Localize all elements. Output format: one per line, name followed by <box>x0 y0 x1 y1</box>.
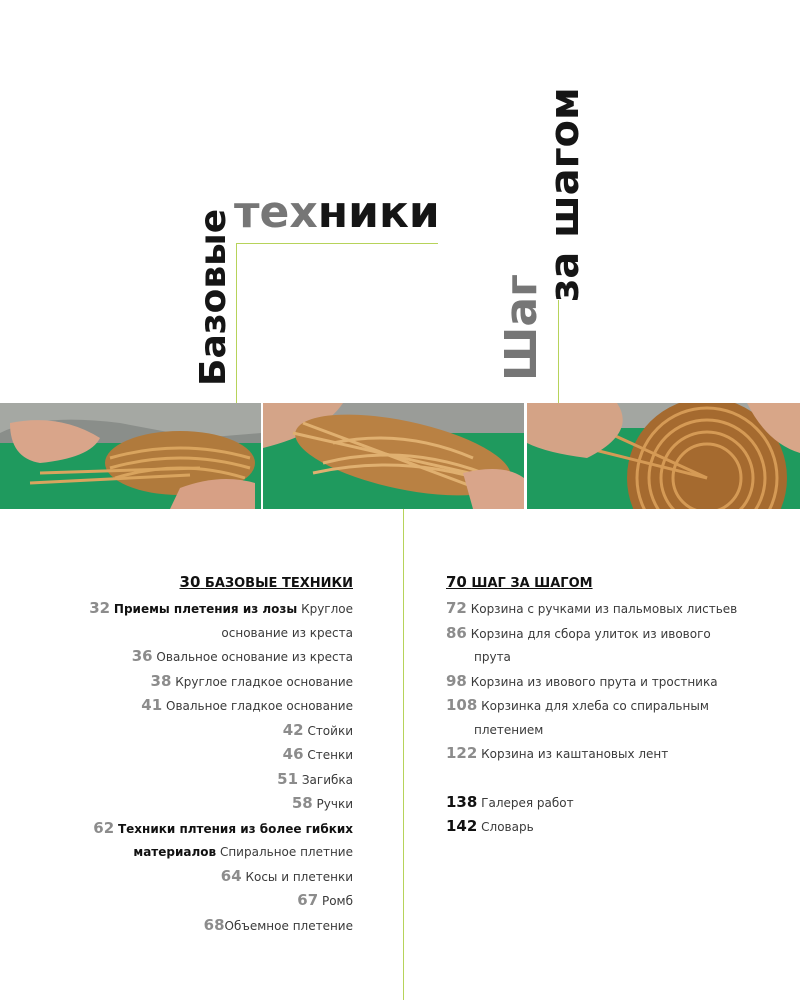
toc-entry[interactable]: 108 Корзинка для хлеба со спиральным плетением <box>446 696 709 737</box>
toc-heading-basic-techniques[interactable]: 30 БАЗОВЫЕ ТЕХНИКИ <box>179 573 353 591</box>
toc-entry[interactable]: 98 Корзина из ивового прута и тростника <box>446 671 718 690</box>
toc-entry[interactable]: 138 Галерея работ <box>446 792 574 811</box>
photo-oval-base-weaving <box>263 403 524 509</box>
toc-entry[interactable]: 51 Загибка <box>277 769 353 788</box>
toc-entry[interactable]: 36 Овальное основание из креста <box>131 647 353 665</box>
column-divider <box>403 509 404 1000</box>
toc-entry[interactable]: 38 Круглое гладкое основание <box>150 671 353 690</box>
title-vertical-rule-right <box>558 300 559 403</box>
toc-spacer <box>446 767 766 791</box>
toc-entry[interactable]: 32 Приемы плетения из лозы Круглое основание из креста <box>89 599 353 640</box>
title-underline <box>236 243 438 244</box>
toc-entry[interactable]: 46 Стенки <box>282 745 353 763</box>
toc-entry[interactable]: 58 Ручки <box>291 794 353 812</box>
toc-entry[interactable]: 72 Корзина с ручками из пальмовых листьев <box>446 599 738 617</box>
toc-basic-techniques <box>60 570 353 938</box>
toc-entry[interactable]: 86 Корзина для сбора улиток из ивового прута <box>446 623 711 664</box>
title-bazovye: Базовые <box>193 208 234 386</box>
toc-entry[interactable]: 42 Стойки <box>282 720 353 739</box>
photo-hands-weaving-round-base <box>0 403 261 509</box>
toc-entry[interactable]: 122 Корзина из каштановых лент <box>446 744 669 762</box>
toc-entry[interactable]: 142 Словарь <box>446 817 534 835</box>
toc-entry[interactable]: 67 Ромб <box>297 891 353 909</box>
title-shag: Шаг <box>496 273 547 381</box>
photo-round-basket-finishing <box>527 403 800 509</box>
title-tehniki: техники <box>234 187 440 238</box>
toc-entry[interactable]: 62 Техники плтения из более гибких материалов Спиральное плетние <box>93 818 353 859</box>
title-za-shagom: за шагом <box>542 87 588 302</box>
toc-entry[interactable]: 41 Овальное гладкое основание <box>141 696 353 714</box>
toc-entry[interactable]: 68Объемное плетение <box>203 915 353 934</box>
toc-step-by-step <box>446 570 766 840</box>
toc-entry[interactable]: 64 Косы и плетенки <box>220 866 353 885</box>
toc-heading-step-by-step[interactable]: 70 ШАГ ЗА ШАГОМ <box>446 573 593 591</box>
